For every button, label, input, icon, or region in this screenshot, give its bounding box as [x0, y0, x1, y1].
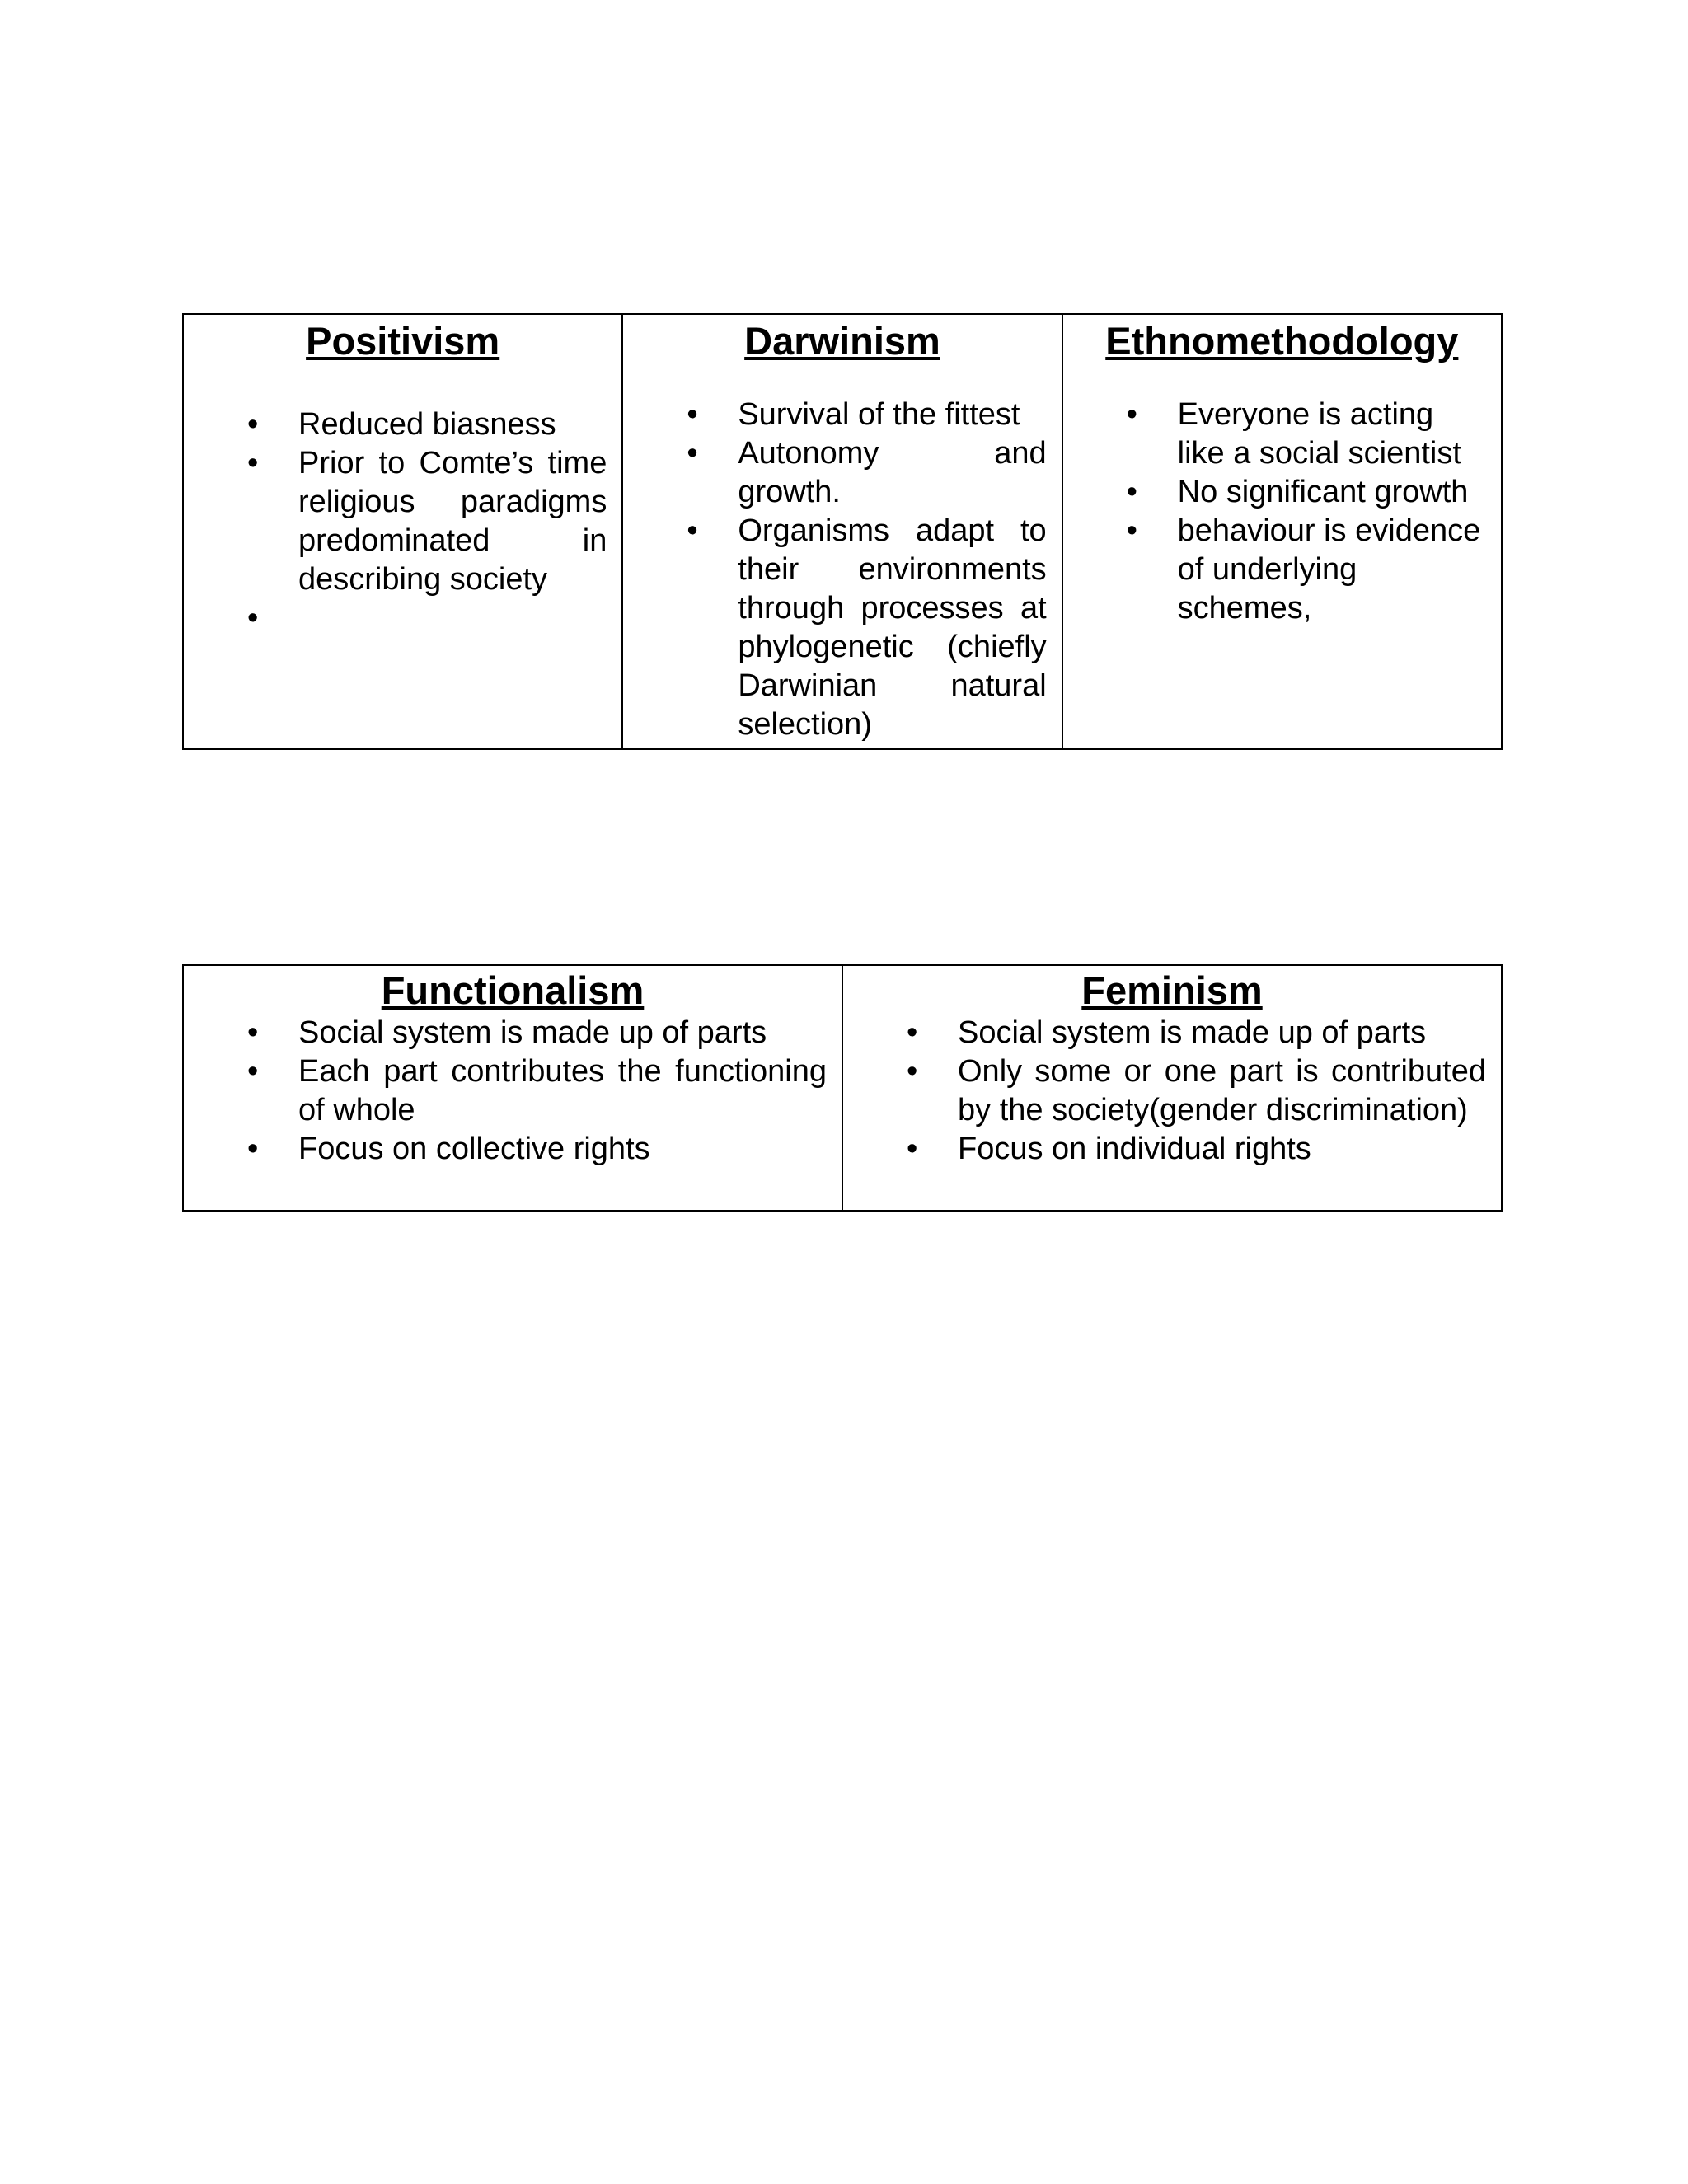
darwinism-heading: Darwinism [744, 319, 940, 363]
darwinism-list [738, 396, 1046, 744]
ethnomethodology-list [1178, 396, 1486, 628]
table-row [183, 314, 1502, 749]
table-row [183, 965, 1502, 1211]
positivism-list [298, 405, 607, 638]
list-item: • No significant growth [1178, 473, 1486, 512]
positivism-heading: Positivism [306, 319, 500, 363]
ethnomethodology-cell [1062, 314, 1502, 749]
feminism-cell [842, 965, 1502, 1211]
comparison-table-2 [182, 964, 1503, 1212]
functionalism-cell [183, 965, 842, 1211]
feminism-list [958, 1014, 1486, 1169]
positivism-cell [183, 314, 622, 749]
ethnomethodology-heading: Ethnomethodology [1105, 319, 1459, 363]
list-item: • Each part contributes the functioning of whole [298, 1052, 827, 1130]
list-item: • Social system is made up of parts [958, 1014, 1486, 1052]
list-item: • Organisms adapt to their environments through processes at phylogenetic (chiefly Darwinian natural selection) [738, 512, 1046, 744]
list-item: • Autonomy and growth. [738, 434, 1046, 512]
list-item: • Social system is made up of parts [298, 1014, 827, 1052]
list-item: • Reduced biasness [298, 405, 607, 444]
list-item: • behaviour is evidence of underlying schemes, [1178, 512, 1486, 628]
darwinism-cell [622, 314, 1062, 749]
list-item: • Focus on individual rights [958, 1130, 1486, 1169]
functionalism-list [298, 1014, 827, 1169]
feminism-heading: Feminism [1081, 968, 1263, 1012]
comparison-table-1 [182, 313, 1503, 750]
list-item: • Focus on collective rights [298, 1130, 827, 1169]
functionalism-heading: Functionalism [381, 968, 645, 1012]
list-item: • Everyone is acting like a social scientist [1178, 396, 1486, 473]
list-item: • Survival of the fittest [738, 396, 1046, 434]
list-item: • Only some or one part is contributed by the society(gender discrimination) [958, 1052, 1486, 1130]
empty-list-item [298, 599, 607, 638]
list-item: • Prior to Comte’s time religious paradigms predominated in describing society [298, 444, 607, 599]
